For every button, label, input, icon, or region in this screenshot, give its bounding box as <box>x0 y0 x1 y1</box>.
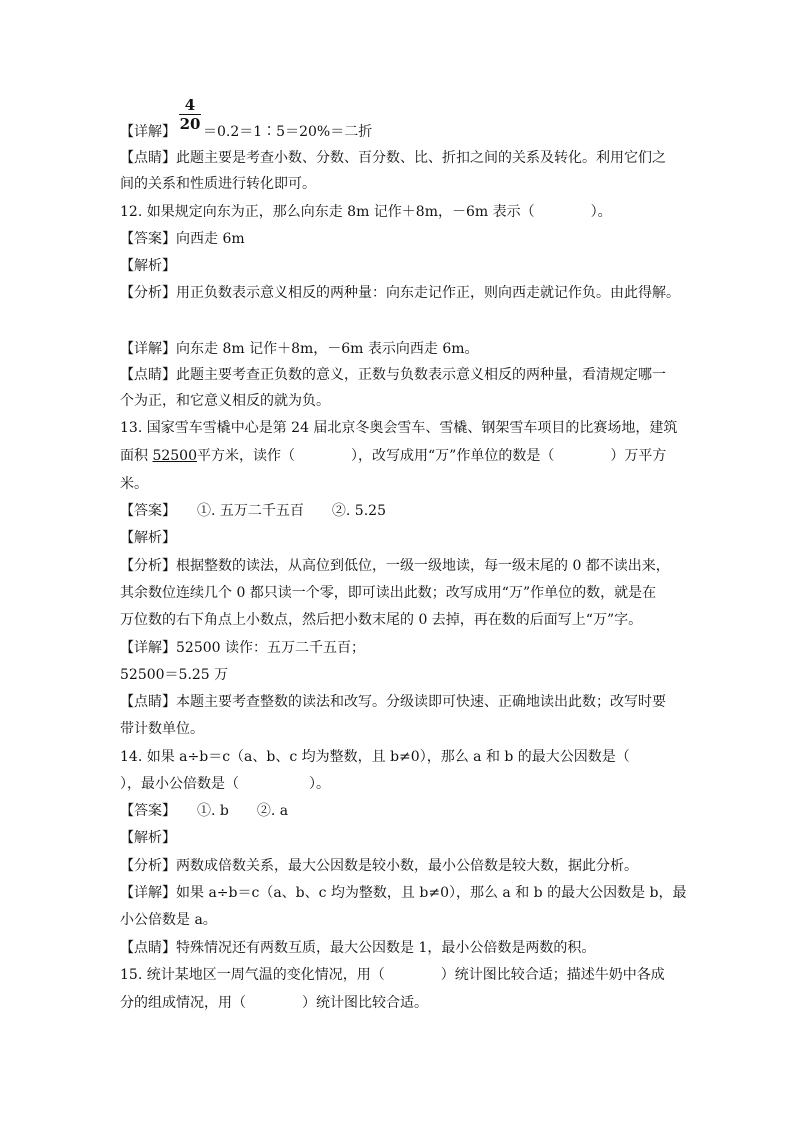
q14-detail: 【详解】如果 a÷b＝c（a、b、c 均为整数，且 b≠0），那么 a 和 b 的最大公因数是 b，最 <box>120 885 687 901</box>
q11-point: 【点睛】此题主要是考查小数、分数、百分数、比、折扣之间的关系及转化。利用它们之 <box>120 150 666 166</box>
q13-question-end: 米。 <box>120 476 148 492</box>
fraction-numerator: 4 <box>184 96 196 114</box>
detail-label: 【详解】 <box>120 124 176 140</box>
q13-fenxi-end: 万位数的右下角点上小数点，然后把小数末尾的 0 去掉，再在数的后面写上“万”字。 <box>120 612 643 628</box>
q13-area-number: 52500 <box>152 448 197 464</box>
q12-point-cont: 个为正，和它意义相反的就为负。 <box>120 393 330 409</box>
q14-point: 【点睛】特殊情况还有两数互质，最大公因数是 1，最小公倍数是两数的积。 <box>120 940 596 956</box>
q11-point-cont: 间的关系和性质进行转化即可。 <box>120 176 316 192</box>
q15-question: 15. 统计某地区一周气温的变化情况，用（ ）统计图比较合适；描述牛奶中各成 <box>120 967 665 983</box>
q12-fenxi: 【分析】用正负数表示意义相反的两种量：向东走记作正，则向西走就记作负。由此得解。 <box>120 285 680 301</box>
q14-question-cont: ），最小公倍数是（ ）。 <box>120 776 330 792</box>
detail-equation: ＝0.2＝1∶5＝20%＝二折 <box>203 124 373 140</box>
q13-fenxi: 【分析】根据整数的读法，从高位到低位，一级一级地读，每一级末尾的 0 都不读出来， <box>120 558 670 574</box>
fraction-denominator: 20 <box>179 115 201 133</box>
q13-detail: 【详解】52500 读作：五万二千五百； <box>120 640 365 656</box>
q14-analysis: 【解析】 <box>120 830 176 846</box>
q12-question: 12. 如果规定向东为正，那么向东走 8m 记作＋8m，－6m 表示（ ）。 <box>120 204 612 220</box>
q11-detail-line <box>120 122 372 142</box>
q13-fenxi-cont: 其余数位连续几个 0 都只读一个零，即可读出此数；改写成用“万”作单位的数，就是在 <box>120 585 657 601</box>
q13-point-cont: 带计数单位。 <box>120 721 204 737</box>
q13-area-suffix: 平方米，读作（ ），改写成用“万”作单位的数是（ ）万平方 <box>197 448 667 464</box>
q13-area-prefix: 面积 <box>120 448 153 464</box>
q15-question-cont: 分的组成情况，用（ ）统计图比较合适。 <box>120 995 428 1011</box>
q12-analysis: 【解析】 <box>120 258 176 274</box>
q12-point: 【点睛】此题主要考查正负数的意义，正数与负数表示意义相反的两种量，看清规定哪一 <box>120 367 666 383</box>
q12-answer: 【答案】向西走 6m <box>120 231 245 247</box>
q14-question: 14. 如果 a÷b＝c（a、b、c 均为整数，且 b≠0），那么 a 和 b 的最大公因数是（ <box>120 749 630 765</box>
q14-fenxi: 【分析】两数成倍数关系，最大公因数是较小数，最小公倍数是较大数，据此分析。 <box>120 858 638 874</box>
q14-answer: 【答案】 ①. b ②. a <box>120 803 289 819</box>
q13-answer: 【答案】 ①. 五万二千五百 ②. 5.25 <box>120 503 386 519</box>
q14-detail-cont: 小公倍数是 a。 <box>120 912 217 928</box>
q13-point: 【点睛】本题主要考查整数的读法和改写。分级读即可快速、正确地读出此数；改写时要 <box>120 694 666 710</box>
q13-question-cont <box>120 446 666 466</box>
q13-analysis: 【解析】 <box>120 530 176 546</box>
q12-detail: 【详解】向东走 8m 记作＋8m，－6m 表示向西走 6m。 <box>120 341 479 357</box>
q13-question: 13. 国家雪车雪橇中心是第 24 届北京冬奥会雪车、雪橇、钢架雪车项目的比赛场地，建筑 <box>120 420 678 436</box>
q13-detail-cont: 52500＝5.25 万 <box>120 667 229 683</box>
